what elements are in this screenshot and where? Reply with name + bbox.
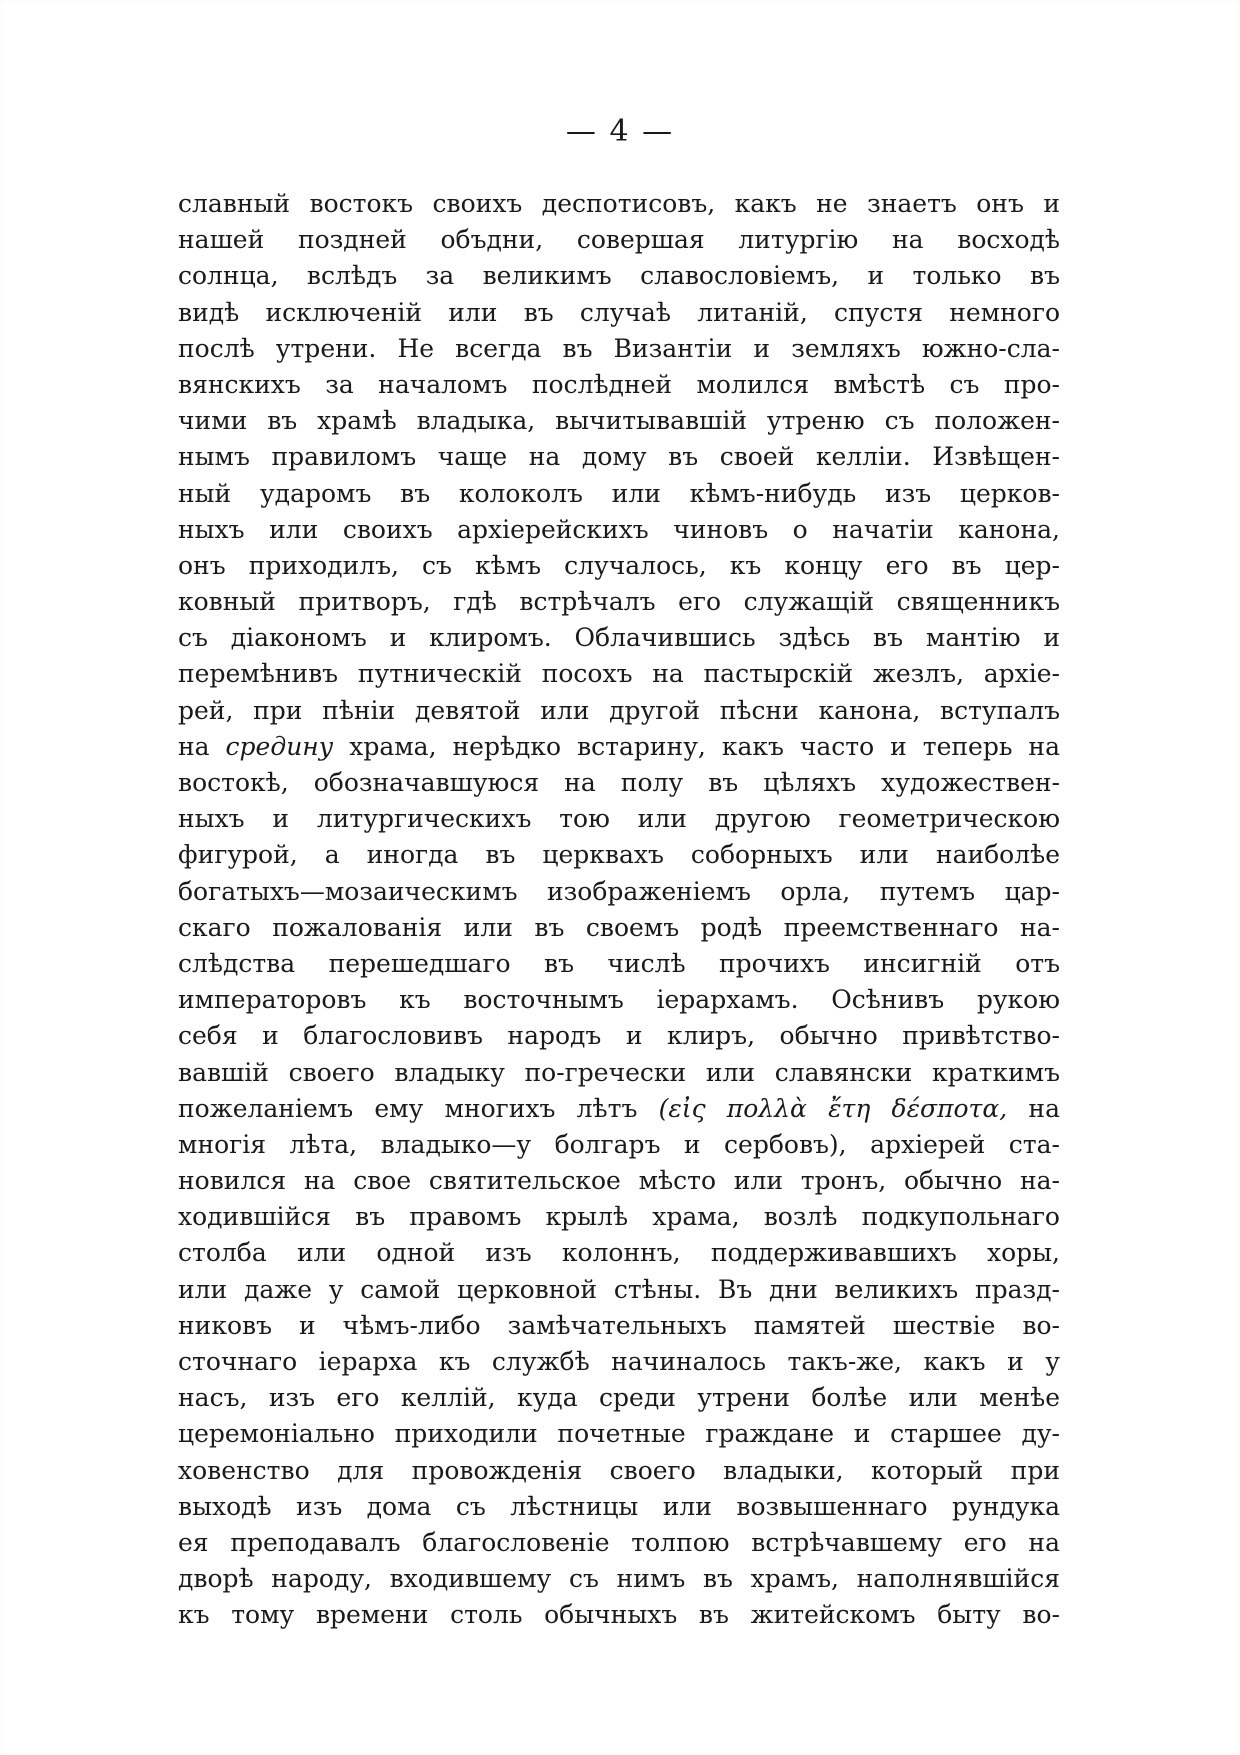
text-line: вавшій своего владыку по-гречески или славянски краткимъ [178, 1057, 1060, 1087]
body-text [178, 186, 1060, 1634]
text-line: онъ приходилъ, съ кѣмъ случалось, къ концу его въ цер- [178, 550, 1060, 580]
text-line: или даже у самой церковной стѣны. Въ дни великихъ празд- [178, 1274, 1060, 1304]
text-line: нымъ правиломъ чаще на дому въ своей келліи. Извѣщен- [178, 442, 1060, 472]
text-line: богатыхъ—мозаическимъ изображеніемъ орла, путемъ цар- [178, 876, 1060, 906]
text-line: перемѣнивъ путническій посохъ на пастырскій жезлъ, архіе- [178, 659, 1060, 689]
text-line: фигурой, а иногда въ церквахъ соборныхъ или наиболѣе [178, 840, 1060, 870]
text-line: ея преподавалъ благословеніе толпою встрѣчавшему его на [178, 1527, 1060, 1557]
text-line: рей, при пѣніи девятой или другой пѣсни канона, вступалъ [178, 695, 1060, 725]
text-line: ный ударомъ въ колоколъ или кѣмъ-нибудь изъ церков- [178, 478, 1060, 508]
text-line: ныхъ или своихъ архіерейскихъ чиновъ о начатіи канона, [178, 514, 1060, 544]
text-line: пожеланіемъ ему многихъ лѣтъ (εἰς πολλὰ ἔτη δέσποτα, на [178, 1093, 1060, 1123]
text-line: славный востокъ своихъ деспотисовъ, какъ не знаетъ онъ и [178, 189, 1060, 218]
text-line: многія лѣта, владыко—у болгаръ и сербовъ), архіерей ста- [178, 1129, 1060, 1159]
page-number: — 4 — [565, 114, 675, 149]
text-line: востокѣ, обозначавшуюся на полу въ цѣляхъ художествен- [178, 768, 1060, 797]
text-line: скаго пожалованія или въ своемъ родѣ преемственнаго на- [178, 912, 1060, 942]
text-line: ныхъ и литургическихъ тою или другою геометрическою [178, 804, 1060, 834]
text-line: насъ, изъ его келлій, куда среди утрени болѣе или менѣе [178, 1383, 1060, 1413]
text-line: выходѣ изъ дома съ лѣстницы или возвышеннаго рундука [178, 1491, 1060, 1521]
text-line: къ тому времени столь обычныхъ въ житейскомъ быту во- [178, 1600, 1060, 1630]
text-line: съ діакономъ и клиромъ. Облачившись здѣсь въ мантію и [178, 623, 1060, 653]
text-line: ковный притворъ, гдѣ встрѣчалъ его служащій священникъ [178, 587, 1060, 617]
text-line: нашей поздней объдни, совершая литургію на восходѣ [178, 225, 1060, 255]
text-line: солнца, вслѣдъ за великимъ славословіемъ, и только въ [178, 261, 1060, 291]
text-line: ходившійся въ правомъ крылѣ храма, возлѣ подкупольнаго [178, 1202, 1060, 1232]
text-line: себя и благословивъ народъ и клиръ, обычно привѣтство- [178, 1021, 1060, 1051]
italic-phrase: средину [225, 731, 334, 761]
italic-phrase: (εἰς πολλὰ ἔτη δέσποτα, [658, 1093, 1008, 1123]
text-line: новился на свое святительское мѣсто или тронъ, обычно на- [178, 1166, 1060, 1196]
text-line: видѣ исключеній или въ случаѣ литаній, спустя немного [178, 297, 1060, 327]
text-line: церемоніально приходили почетные граждане и старшее ду- [178, 1419, 1060, 1449]
text-line: слѣдства перешедшаго въ числѣ прочихъ инсигній отъ [178, 948, 1060, 978]
text-line: чими въ храмѣ владыка, вычитывавшій утреню съ положен- [178, 406, 1060, 436]
text-line: никовъ и чѣмъ-либо замѣчательныхъ памятей шествіе во- [178, 1310, 1060, 1340]
text-line: императоровъ къ восточнымъ іерархамъ. Осѣнивъ рукою [178, 985, 1060, 1015]
text-line: дворѣ народу, входившему съ нимъ въ храмъ, наполнявшійся [178, 1564, 1060, 1594]
text-line: на средину храма, нерѣдко встарину, какъ часто и теперь на [178, 731, 1061, 761]
text-line: сточнаго іерарха къ службѣ начиналось такъ-же, какъ и у [178, 1347, 1060, 1376]
text-line: столба или одной изъ колоннъ, поддерживавшихъ хоры, [178, 1238, 1060, 1268]
text-line: ховенство для провожденія своего владыки, который при [178, 1455, 1060, 1485]
text-line: вянскихъ за началомъ послѣдней молился вмѣстѣ съ про- [178, 369, 1060, 399]
text-line: послѣ утрени. Не всегда въ Византіи и земляхъ южно-сла- [178, 333, 1060, 363]
